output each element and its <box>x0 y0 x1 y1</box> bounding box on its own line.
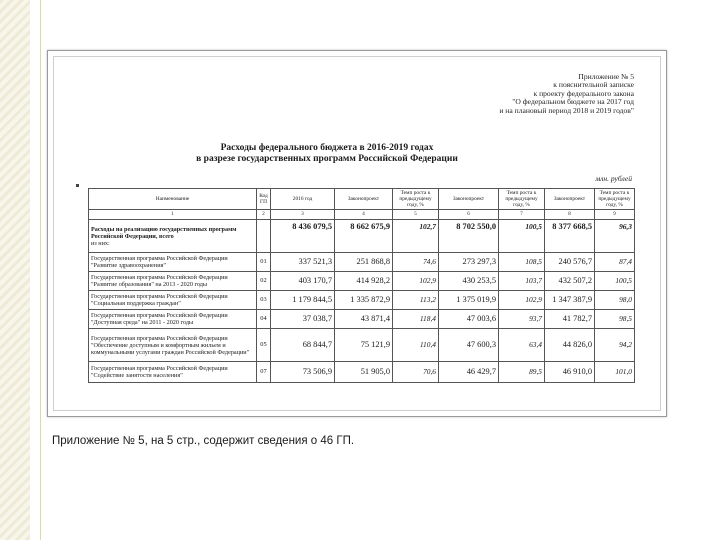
column-header: Темп роста к предыдущему году, % <box>499 189 545 210</box>
growth-2017: 110,4 <box>393 329 439 362</box>
program-code: 05 <box>257 329 271 362</box>
appendix-note-line: Приложение № 5 <box>578 72 634 81</box>
decorative-side-strip <box>0 0 30 540</box>
column-header: Законопроект <box>439 189 499 210</box>
growth-2019: 94,2 <box>595 329 635 362</box>
column-header: Наименование <box>89 189 257 210</box>
program-name: Государственная программа Российской Федерации "Развитие здравоохранения" <box>89 253 257 272</box>
total-2017: 8 662 675,9 <box>335 220 393 253</box>
program-code: 02 <box>257 272 271 291</box>
value-2019: 432 507,2 <box>545 272 595 291</box>
total-row-subtitle: из них: <box>91 239 110 247</box>
value-2018: 47 003,6 <box>439 310 499 329</box>
column-number: 3 <box>271 210 335 220</box>
expenses-table <box>88 188 635 383</box>
program-code: 04 <box>257 310 271 329</box>
value-2019: 1 347 387,9 <box>545 291 595 310</box>
total-row <box>89 220 635 253</box>
growth-2017: 102,9 <box>393 272 439 291</box>
growth-2017: 70,6 <box>393 362 439 383</box>
program-name: Государственная программа Российской Федерации "Развитие образования" на 2013 - 2020 годы <box>89 272 257 291</box>
column-header: 2016 год <box>271 189 335 210</box>
growth-2018: 89,5 <box>499 362 545 383</box>
table-row <box>89 310 635 329</box>
document-image-frame <box>47 50 667 417</box>
value-2016: 337 521,3 <box>271 253 335 272</box>
growth-2019: 100,5 <box>595 272 635 291</box>
table-header-row <box>89 189 635 210</box>
growth-2019: 87,4 <box>595 253 635 272</box>
growth-2019: 101,0 <box>595 362 635 383</box>
table-row <box>89 329 635 362</box>
value-2018: 47 600,3 <box>439 329 499 362</box>
value-2016: 1 179 844,5 <box>271 291 335 310</box>
total-row-name <box>89 220 257 253</box>
total-2019: 8 377 668,5 <box>545 220 595 253</box>
program-name: Государственная программа Российской Федерации "Обеспечение доступным и комфортным жильем и коммунальными услугами граждан Российской Федерации" <box>89 329 257 362</box>
value-2019: 41 782,7 <box>545 310 595 329</box>
value-2016: 37 038,7 <box>271 310 335 329</box>
total-2018: 8 702 550,0 <box>439 220 499 253</box>
column-header: Законопроект <box>545 189 595 210</box>
decorative-divider <box>40 0 41 540</box>
column-header: Темп роста к предыдущему году, % <box>393 189 439 210</box>
column-number: 4 <box>335 210 393 220</box>
growth-2018: 63,4 <box>499 329 545 362</box>
column-header: Темп роста к предыдущему году, % <box>595 189 635 210</box>
total-2019-growth: 96,3 <box>595 220 635 253</box>
value-2018: 46 429,7 <box>439 362 499 383</box>
value-2019: 44 826,0 <box>545 329 595 362</box>
value-2017: 414 928,2 <box>335 272 393 291</box>
total-2017-growth: 102,7 <box>393 220 439 253</box>
value-2018: 273 297,3 <box>439 253 499 272</box>
column-number: 5 <box>393 210 439 220</box>
growth-2018: 93,7 <box>499 310 545 329</box>
program-code: 07 <box>257 362 271 383</box>
value-2016: 73 506,9 <box>271 362 335 383</box>
value-2017: 75 121,9 <box>335 329 393 362</box>
table-row <box>89 253 635 272</box>
growth-2018: 108,5 <box>499 253 545 272</box>
value-2018: 430 253,5 <box>439 272 499 291</box>
table-row <box>89 362 635 383</box>
growth-2019: 98,0 <box>595 291 635 310</box>
total-row-code <box>257 220 271 253</box>
value-2017: 251 868,8 <box>335 253 393 272</box>
appendix-note-line: и на плановый период 2018 и 2019 годов" <box>499 105 634 115</box>
program-name: Государственная программа Российской Федерации "Социальная поддержка граждан" <box>89 291 257 310</box>
program-name: Государственная программа Российской Федерации "Доступная среда" на 2011 - 2020 годы <box>89 310 257 329</box>
document-title-line: Расходы федерального бюджета в 2016-2019 годах <box>220 143 434 153</box>
value-2016: 403 170,7 <box>271 272 335 291</box>
column-number: 7 <box>499 210 545 220</box>
growth-2019: 98,5 <box>595 310 635 329</box>
bullet-marker <box>76 184 79 187</box>
value-2019: 46 910,0 <box>545 362 595 383</box>
column-number: 6 <box>439 210 499 220</box>
total-2016: 8 436 079,5 <box>271 220 335 253</box>
program-code: 01 <box>257 253 271 272</box>
appendix-note <box>499 73 634 115</box>
value-2017: 43 871,4 <box>335 310 393 329</box>
growth-2018: 102,9 <box>499 291 545 310</box>
column-number: 8 <box>545 210 595 220</box>
column-header: Код ГП <box>257 189 271 210</box>
value-2017: 51 905,0 <box>335 362 393 383</box>
appendix-note-line: "О федеральном бюджете на 2017 год <box>512 97 634 107</box>
value-2019: 240 576,7 <box>545 253 595 272</box>
program-name: Государственная программа Российской Федерации "Содействие занятости населения" <box>89 362 257 383</box>
growth-2017: 74,6 <box>393 253 439 272</box>
growth-2017: 113,2 <box>393 291 439 310</box>
appendix-note-line: к пояснительной записке <box>553 80 634 90</box>
total-2018-growth: 100,5 <box>499 220 545 253</box>
growth-2018: 103,7 <box>499 272 545 291</box>
table-row <box>89 272 635 291</box>
document-title-line: в разрезе государственных программ Российской Федерации <box>196 154 458 164</box>
document-page <box>53 56 661 411</box>
value-2017: 1 335 872,9 <box>335 291 393 310</box>
column-number: 9 <box>595 210 635 220</box>
table-row <box>89 291 635 310</box>
appendix-note-line: к проекту федерального закона <box>533 88 634 98</box>
value-2016: 68 844,7 <box>271 329 335 362</box>
total-row-title: Расходы на реализацию государственных программ Российской Федерации, всего <box>91 225 237 240</box>
units-label: млн. рублей <box>595 174 632 183</box>
document-title <box>54 143 660 165</box>
column-number: 1 <box>89 210 257 220</box>
growth-2017: 118,4 <box>393 310 439 329</box>
slide-caption: Приложение № 5, на 5 стр., содержит сведения о 46 ГП. <box>52 435 355 447</box>
value-2018: 1 375 019,9 <box>439 291 499 310</box>
column-header: Законопроект <box>335 189 393 210</box>
program-code: 03 <box>257 291 271 310</box>
column-number: 2 <box>257 210 271 220</box>
column-number-row <box>89 210 635 220</box>
